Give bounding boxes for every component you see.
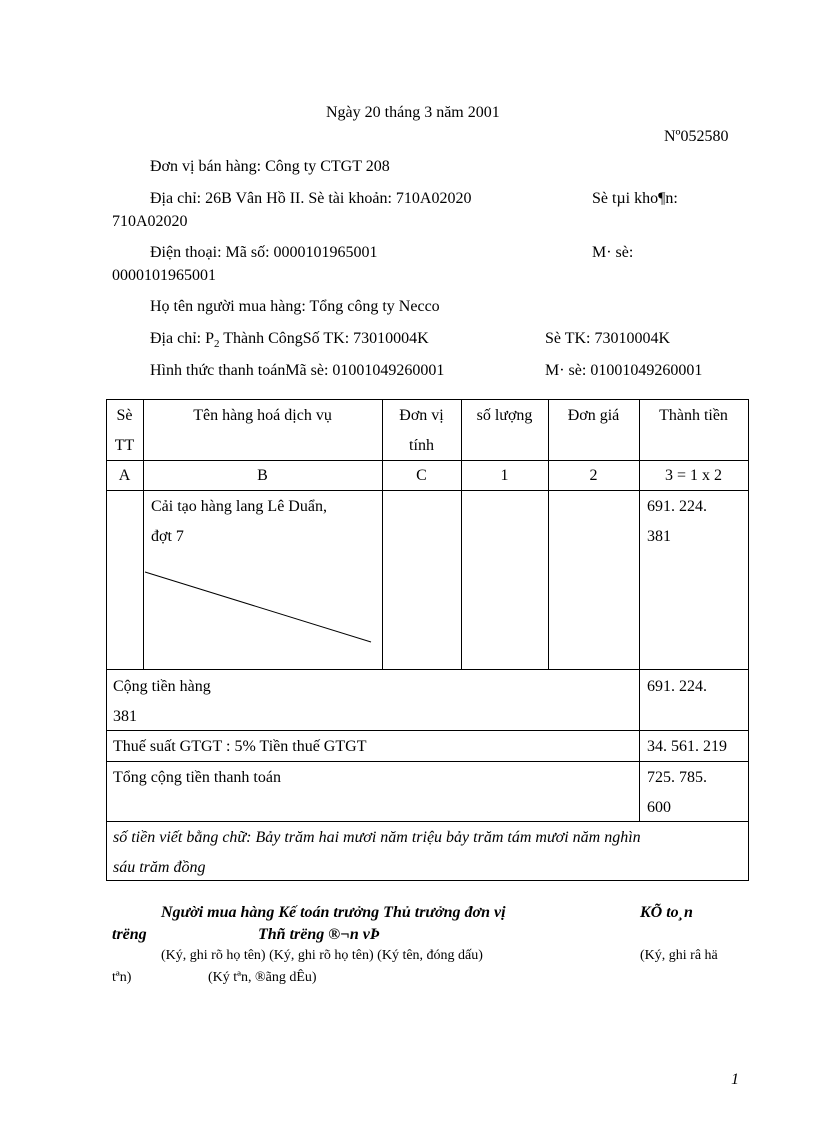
header-stt: Sè TT <box>114 407 135 454</box>
amount-in-words: số tiền viết bằng chữ: Bảy trăm hai mươi năm triệu bảy trăm tám mươi năm nghìn sáu trăm đồng <box>113 829 641 876</box>
code-unit: C <box>416 467 427 484</box>
code-amount: 3 = 1 x 2 <box>664 467 723 484</box>
code-quantity: 1 <box>500 467 509 484</box>
total-amount: 725. 785. 600 <box>647 769 707 816</box>
buyer-address: Địa chỉ: $P_2$ Thành CôngSố TK: 73010004K <box>150 330 429 351</box>
seller-unit: Đơn vị bán hàng: Công ty CTGT 208 <box>150 158 390 175</box>
item-amount: 691. 224. 381 <box>647 498 707 545</box>
buyer-account-right: Sè TK: 73010004K <box>545 330 671 347</box>
header-unit: Đơn vị tính <box>399 407 444 454</box>
tax-amount: 34. 561. 219 <box>647 738 727 755</box>
total-label: Tổng cộng tiền thanh toán <box>113 769 281 786</box>
signature-titles: Người mua hàng Kế toán trưởng Thủ trưởng đơn vị <box>161 904 506 921</box>
buyer-code-right: M· sè: 01001049260001 <box>545 362 703 379</box>
invoice-date: Ngày 20 tháng 3 năm 2001 <box>326 104 500 121</box>
signature-instruction-right: (Ký, ghi râ hä <box>640 948 718 963</box>
header-unit-price: Đơn giá <box>567 407 620 424</box>
seller-account-cont: 710A02020 <box>112 213 188 230</box>
strike-diagonal-line <box>143 569 383 649</box>
signature-instruction-cont: tªn) <box>112 970 132 985</box>
invoice-table <box>106 399 749 881</box>
page-number: 1 <box>731 1071 739 1088</box>
header-quantity: số lượng <box>476 407 533 424</box>
invoice-number: Nº052580 <box>664 128 729 145</box>
buyer-payment: Hình thức thanh toánMã sè: 01001049260001 <box>150 362 445 379</box>
header-amount: Thành tiền <box>659 407 728 424</box>
header-item-name: Tên hàng hoá dịch vụ <box>193 407 332 424</box>
code-unit-price: 2 <box>589 467 598 484</box>
code-item-name: B <box>257 467 268 484</box>
signature-instructions: (Ký, ghi rõ họ tên) (Ký, ghi rõ họ tên) (Ký tên, đóng dấu) <box>161 948 483 963</box>
subtotal-label: Cộng tiền hàng 381 <box>113 678 211 725</box>
signature-title-cont: trëng <box>112 926 147 943</box>
signature-title-mid: Thñ trëng ®¬n vÞ <box>258 926 380 943</box>
seller-address: Địa chỉ: 26B Vân Hồ II. Sè tài khoản: 710A02020 <box>150 190 472 207</box>
seller-phone: Điện thoại: Mã số: 0000101965001 <box>150 244 378 261</box>
code-stt: A <box>118 467 131 484</box>
seller-code-right: M· sè: <box>592 244 634 261</box>
seller-code-cont: 0000101965001 <box>112 267 216 284</box>
subtotal-amount: 691. 224. <box>647 678 707 695</box>
signature-title-right: KÕ to¸n <box>640 904 693 921</box>
item-name: Cải tạo hàng lang Lê Duẩn, đợt 7 <box>151 498 327 545</box>
buyer-name: Họ tên người mua hàng: Tổng công ty Necco <box>150 298 440 315</box>
signature-instruction-mid: (Ký tªn, ®ãng dÊu) <box>208 970 317 985</box>
seller-account-right: Sè tµi kho¶n: <box>592 190 678 207</box>
tax-label: Thuế suất GTGT : 5% Tiền thuế GTGT <box>113 738 367 755</box>
